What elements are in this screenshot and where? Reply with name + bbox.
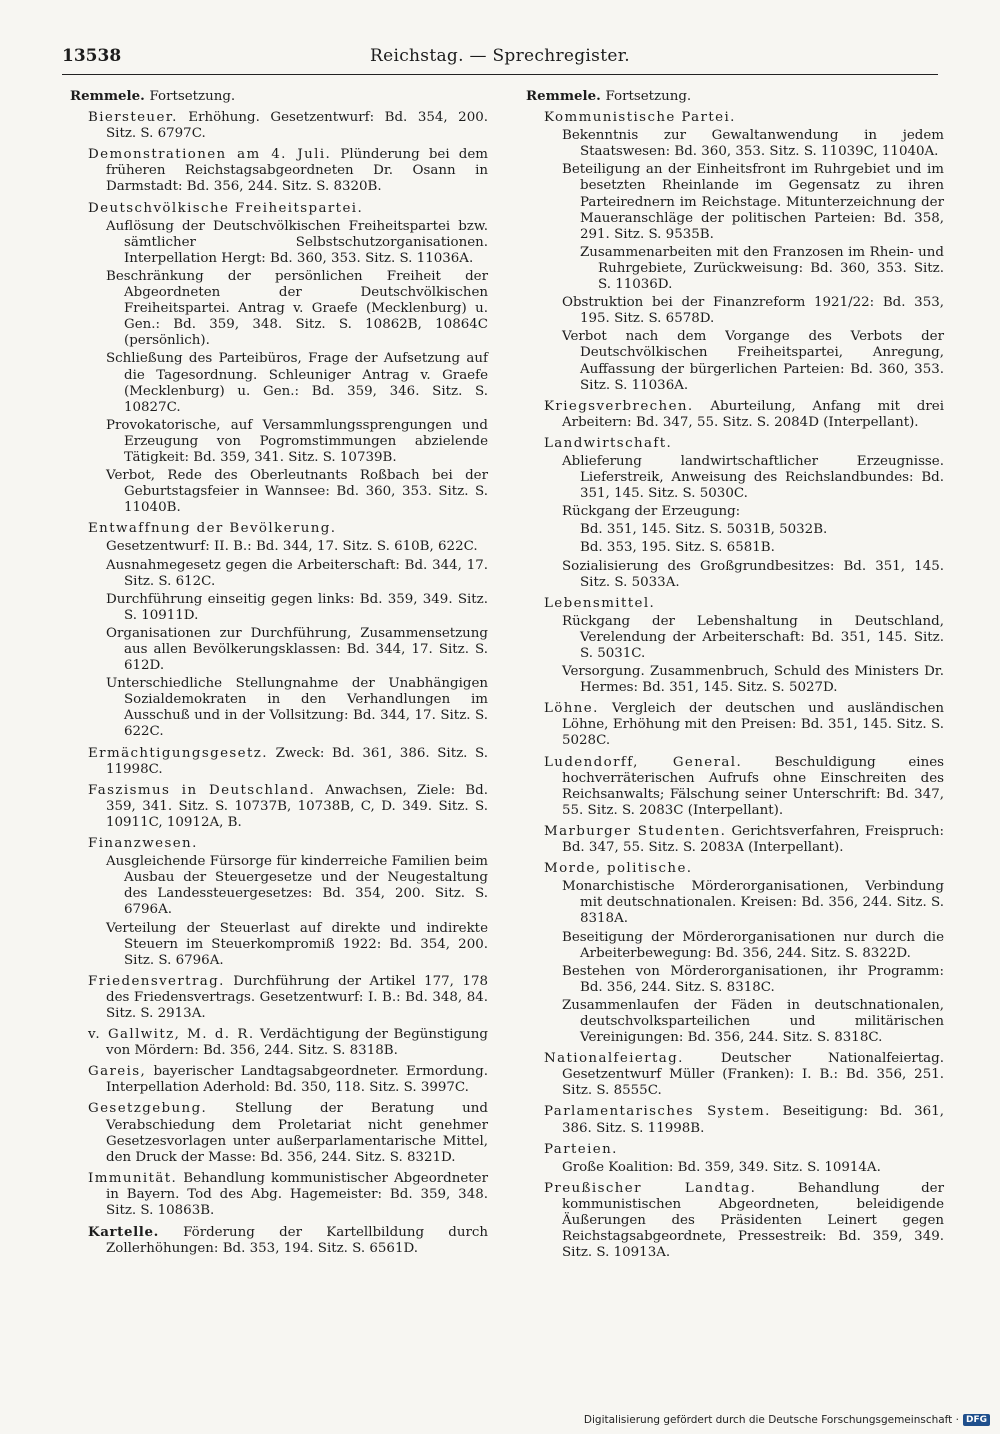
register-entry — [88, 836, 488, 852]
register-subentry: Verbot nach dem Vorgange des Verbots der Deutschvölkischen Freiheitspartei, Anregung, Auffassung der bürgerlichen Parteien: Bd. 360, 353. Sitz. S. 11036A. — [562, 329, 944, 393]
entry-text: Beschuldigung eines hochverräterischen Aufrufs ohne Einschreiten des Reichsanwalts; Fälschung seiner Unterschrift: Bd. 347, 55. Sitz. S. 2083C (Interpellant). — [562, 754, 944, 818]
register-subentry: Provokatorische, auf Versammlungssprengungen und Erzeugung von Pogromstimmungen abzielende Tätigkeit: Bd. 359, 341. Sitz. S. 10739B. — [106, 417, 488, 465]
register-entries — [70, 110, 488, 1257]
register-subentry: Beteiligung an der Einheitsfront im Ruhrgebiet und im besetzten Rheinlande im Gegensatz zu ihren Parteirednern im Reichstage. Mitunterzeichnung der Maueranschläge der politischen Parteien: Bd. 358, 291. Sitz. S. 9535B. — [562, 162, 944, 242]
register-subsubentry: Bd. 353, 195. Sitz. S. 6581B. — [580, 540, 775, 556]
entry-text: Anwachsen, Ziele: Bd. 359, 341. Sitz. S. 10737B, 10738B, C, D. 349. Sitz. S. 10911C, 10912A, B. — [106, 782, 488, 830]
entry-keyword: Demonstrationen am 4. Juli. — [88, 147, 332, 163]
entry-keyword: Kommunistische Partei. — [544, 110, 736, 126]
register-subentry: Bekenntnis zur Gewaltanwendung in jedem Staatswesen: Bd. 360, 353. Sitz. S. 11039C, 11040A. — [562, 128, 944, 160]
register-entry — [544, 824, 944, 856]
entry-text: Beseitigung: Bd. 361, 386. Sitz. S. 11998B. — [562, 1104, 944, 1136]
register-entry — [88, 1064, 488, 1096]
register-entry — [88, 1224, 488, 1257]
register-entry — [544, 1104, 944, 1136]
register-entry — [544, 701, 944, 749]
entry-text: Stellung der Beratung und Verabschiedung dem Proletariat nicht genehmer Gesetzesvorlagen unter außerparlamentarische Mittel, den Druck der Masse: Bd. 356, 244. Sitz. S. 8321D. — [106, 1101, 488, 1165]
continuation-heading — [526, 88, 944, 105]
entry-keyword: Ermächtigungsgesetz. — [88, 745, 268, 761]
register-subentry: Verbot, Rede des Oberleutnants Roßbach bei der Geburtstagsfeier in Wannsee: Bd. 360, 353. Sitz. S. 11040B. — [106, 468, 488, 516]
register-entry — [544, 861, 944, 877]
entry-keyword: Faszismus in Deutschland. — [88, 782, 316, 798]
register-subentry: Bestehen von Mörderorganisationen, ihr Programm: Bd. 356, 244. Sitz. S. 8318C. — [562, 963, 944, 995]
register-entry — [88, 521, 488, 537]
speaker-name: Remmele. — [70, 88, 145, 104]
register-subsubentry: Bd. 351, 145. Sitz. S. 5031B, 5032B. — [580, 522, 828, 538]
page-header — [62, 44, 938, 75]
register-entry — [88, 783, 488, 831]
entry-keyword: Löhne. — [544, 701, 599, 717]
register-subsubentry: Zusammenarbeiten mit den Franzosen im Rhein- und Ruhrgebiete, Zurückweisung: Bd. 360, 353. Sitz. S. 11036D. — [580, 244, 944, 293]
register-subentry: Versorgung. Zusammenbruch, Schuld des Ministers Dr. Hermes: Bd. 351, 145. Sitz. S. 5027D. — [562, 664, 944, 696]
register-subentry: Ausgleichende Fürsorge für kinderreiche Familien beim Ausbau der Steuergesetze und der Neugestaltung des Landessteuergesetzes: Bd. 354, 200. Sitz. S. 6796A. — [106, 854, 488, 918]
entry-keyword: Kartelle. — [88, 1224, 159, 1241]
continuation-heading — [70, 88, 488, 105]
entry-text: Verdächtigung der Begünstigung von Mördern: Bd. 356, 244. Sitz. S. 8318B. — [106, 1027, 488, 1059]
entry-text: Gerichtsverfahren, Freispruch: Bd. 347, 55. Sitz. S. 2083A (Interpellant). — [562, 823, 944, 856]
entry-keyword: Morde, politische. — [544, 861, 693, 877]
register-entries — [526, 110, 944, 1261]
entry-keyword: Nationalfeiertag. — [544, 1051, 684, 1067]
entry-text: Behandlung der kommunistischen Abgeordneten, beleidigende Äußerungen des Präsidenten Leinert gegen Reichstagsabgeordnete, Pressestreik: Bd. 359, 349. Sitz. S. 10913A. — [562, 1180, 945, 1261]
register-entry — [544, 1051, 944, 1099]
register-subentry: Verteilung der Steuerlast auf direkte und indirekte Steuern im Steuerkompromiß 1922: Bd. 354, 200. Sitz. S. 6796A. — [106, 920, 488, 968]
register-subentry: Rückgang der Erzeugung: — [562, 504, 741, 520]
right-column — [526, 88, 944, 1263]
register-entry — [544, 1181, 944, 1261]
register-subentry: Beschränkung der persönlichen Freiheit der Abgeordneten der Deutschvölkischen Freiheitspartei. Antrag v. Graefe (Mecklenburg) u. Gen.: Bd. 359, 348. Sitz. S. 10862B, 10864C (persönlich). — [106, 268, 488, 349]
entry-text: Vergleich der deutschen und ausländischen Löhne, Erhöhung mit den Preisen: Bd. 351, 145. Sitz. S. 5028C. — [562, 701, 944, 749]
register-subentry: Monarchistische Mörderorganisationen, Verbindung mit deutschnationalen. Kreisen: Bd. 356, 244. Sitz. S. 8318A. — [562, 879, 944, 927]
register-entry — [544, 755, 944, 819]
entry-text: Behandlung kommunistischer Abgeordneter in Bayern. Tod des Abg. Hagemeister: Bd. 359, 348. Sitz. S. 10863B. — [106, 1170, 488, 1218]
register-subentry: Organisationen zur Durchführung, Zusammensetzung aus allen Bevölkerungsklassen: Bd. 344, 17. Sitz. S. 612D. — [106, 625, 488, 674]
register-entry — [88, 201, 488, 217]
dfg-logo-icon: DFG — [963, 1414, 990, 1426]
entry-text: Zweck: Bd. 361, 386. Sitz. S. 11998C. — [106, 745, 489, 777]
register-entry — [88, 974, 488, 1022]
entry-keyword: Biersteuer. — [88, 110, 178, 126]
register-subentry: Obstruktion bei der Finanzreform 1921/22: Bd. 353, 195. Sitz. S. 6578D. — [562, 295, 944, 327]
entry-keyword: Gesetzgebung. — [88, 1101, 208, 1117]
entry-keyword: Parteien. — [544, 1141, 618, 1157]
entry-keyword: Landwirtschaft. — [544, 435, 673, 451]
register-entry — [544, 596, 944, 612]
register-entry — [88, 746, 488, 778]
entry-keyword: Kriegsverbrechen. — [544, 398, 694, 414]
digitization-footer — [584, 1414, 990, 1426]
entry-keyword: Immunität. — [88, 1170, 178, 1186]
register-subentry: Auflösung der Deutschvölkischen Freiheitspartei bzw. sämtlicher Selbstschutzorganisationen. Interpellation Hergt: Bd. 360, 353. Sitz. S. 11036A. — [106, 218, 488, 266]
register-subentry: Durchführung einseitig gegen links: Bd. 359, 349. Sitz. S. 10911D. — [106, 591, 488, 623]
register-subentry: Rückgang der Lebenshaltung in Deutschland, Verelendung der Arbeiterschaft: Bd. 351, 145. Sitz. S. 5031C. — [562, 613, 944, 661]
register-entry — [88, 147, 488, 195]
entry-keyword: Gareis, — [88, 1064, 147, 1080]
entry-text: Förderung der Kartellbildung durch Zollerhöhungen: Bd. 353, 194. Sitz. S. 6561D. — [106, 1225, 488, 1257]
entry-text: Aburteilung, Anfang mit drei Arbeitern: Bd. 347, 55. Sitz. S. 2084D (Interpellant). — [562, 398, 944, 430]
entry-keyword: Preußischer Landtag. — [544, 1180, 757, 1196]
register-entry — [544, 399, 944, 431]
register-entry — [88, 1171, 488, 1219]
entry-keyword: Deutschvölkische Freiheitspartei. — [88, 200, 364, 216]
register-subentry: Ausnahmegesetz gegen die Arbeiterschaft: Bd. 344, 17. Sitz. S. 612C. — [106, 557, 488, 589]
register-entry — [544, 1142, 944, 1158]
left-column — [70, 88, 488, 1259]
register-entry — [88, 110, 488, 142]
register-entry — [544, 110, 944, 126]
entry-keyword: Friedensvertrag. — [88, 973, 225, 989]
register-entry — [544, 436, 944, 452]
register-entry — [88, 1101, 488, 1165]
running-head: Reichstag. — Sprechregister. — [370, 46, 630, 66]
entry-keyword: Marburger Studenten. — [544, 823, 727, 839]
footer-text: Digitalisierung gefördert durch die Deutsche Forschungsgemeinschaft · — [583, 1414, 959, 1426]
register-entry — [88, 1027, 488, 1059]
entry-keyword: Ludendorff, General. — [544, 754, 743, 770]
entry-keyword: Entwaffnung der Bevölkerung. — [88, 521, 337, 537]
register-subentry: Große Koalition: Bd. 359, 349. Sitz. S. 10914A. — [562, 1159, 881, 1175]
entry-keyword: Finanzwesen. — [88, 836, 198, 852]
register-subentry: Unterschiedliche Stellungnahme der Unabhängigen Sozialdemokraten in den Verhandlungen im Ausschuß und in der Vollsitzung: Bd. 344, 17. Sitz. S. 622C. — [106, 676, 488, 740]
register-subentry: Ablieferung landwirtschaftlicher Erzeugnisse. Lieferstreik, Anweisung des Reichslandbundes: Bd. 351, 145. Sitz. S. 5030C. — [562, 453, 944, 502]
entry-keyword: v. Gallwitz, M. d. R. — [88, 1027, 255, 1043]
entry-keyword: Lebensmittel. — [544, 595, 656, 611]
entry-text: Deutscher Nationalfeiertag. Gesetzentwurf Müller (Franken): I. B.: Bd. 356, 251. Sitz. S. 8555C. — [562, 1051, 944, 1099]
speaker-name: Remmele. — [526, 88, 601, 104]
entry-text: Plünderung bei dem früheren Reichstagsabgeordneten Dr. Osann in Darmstadt: Bd. 356, 244. Sitz. S. 8320B. — [106, 147, 488, 195]
entry-keyword: Parlamentarisches System. — [544, 1104, 771, 1120]
register-subentry: Schließung des Parteibüros, Frage der Aufsetzung auf die Tagesordnung. Schleuniger Antrag v. Graefe (Mecklenburg) u. Gen.: Bd. 359, 346. Sitz. S. 10827C. — [106, 351, 488, 415]
register-subentry: Gesetzentwurf: II. B.: Bd. 344, 17. Sitz. S. 610B, 622C. — [106, 539, 478, 555]
register-subentry: Beseitigung der Mörderorganisationen nur durch die Arbeiterbewegung: Bd. 356, 244. Sitz. S. 8322D. — [562, 929, 944, 961]
entry-text: bayerischer Landtagsabgeordneter. Ermordung. Interpellation Aderhold: Bd. 350, 118. Sitz. S. 3997C. — [106, 1064, 488, 1096]
page-number: 13538 — [62, 46, 122, 66]
entry-text: Durchführung der Artikel 177, 178 des Friedensvertrags. Gesetzentwurf: I. B.: Bd. 348, 84. Sitz. S. 2913A. — [106, 973, 488, 1021]
entry-text: Erhöhung. Gesetzentwurf: Bd. 354, 200. Sitz. S. 6797C. — [106, 110, 488, 142]
register-subentry: Sozialisierung des Großgrundbesitzes: Bd. 351, 145. Sitz. S. 5033A. — [562, 558, 944, 590]
continuation-label: Fortsetzung. — [605, 89, 692, 104]
continuation-label: Fortsetzung. — [149, 89, 236, 104]
register-subentry: Zusammenlaufen der Fäden in deutschnationalen, deutschvolksparteilichen und militärischen Vereinigungen: Bd. 356, 244. Sitz. S. 8318C. — [562, 997, 944, 1046]
